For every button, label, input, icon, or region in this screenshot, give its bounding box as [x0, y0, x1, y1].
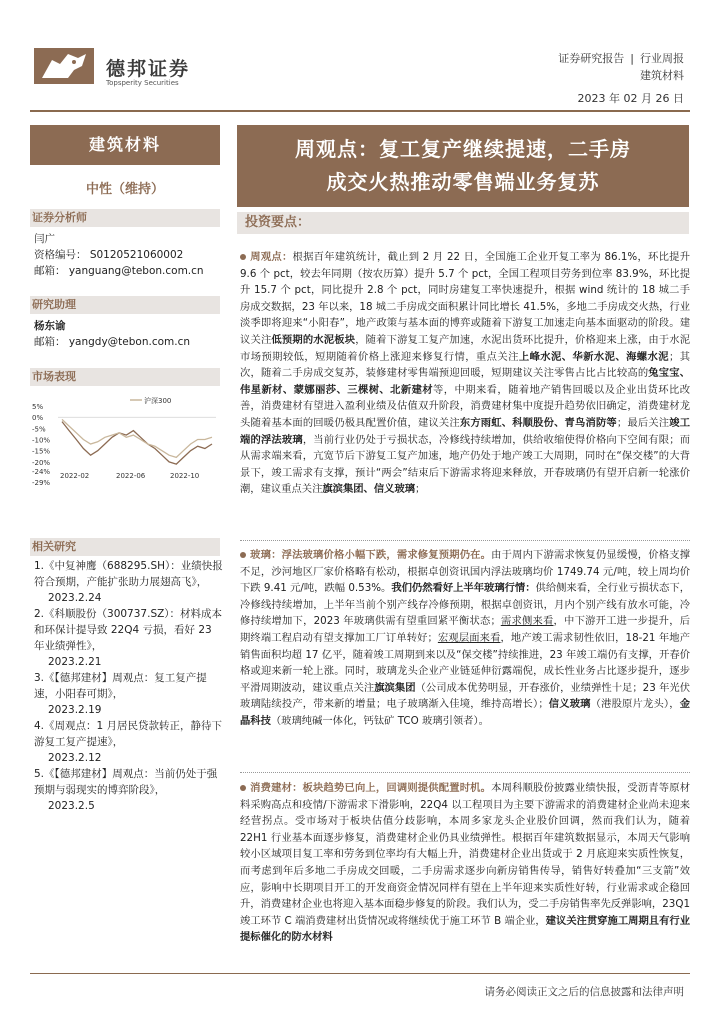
- brand-name-cn: 德邦证券: [106, 58, 191, 80]
- header-divider: [30, 110, 690, 112]
- related-section-head: 相关研究: [30, 538, 220, 556]
- brand-name-en: Topsperity Securities: [106, 79, 179, 87]
- y-tick-label: -24%: [32, 467, 51, 476]
- y-tick-label: 5%: [32, 403, 44, 411]
- related-item-title: 5.《【德邦建材】周观点：当前仍处于强预期与弱现实的博弈阶段》，: [34, 768, 218, 796]
- related-item[interactable]: [34, 670, 224, 718]
- y-tick-label: 0%: [32, 414, 44, 423]
- related-item-title: 4.《周观点：1 月居民贷款转正，静待下游复工复产提速》，: [34, 720, 223, 748]
- assistant-email: 邮箱： yangdy@tebon.com.cn: [34, 336, 191, 348]
- analyst-cert: 资格编号： S0120521060002: [34, 249, 184, 261]
- related-research-list: [34, 558, 224, 814]
- related-item-date: 2023.2.24: [48, 592, 102, 604]
- report-title: [237, 125, 689, 207]
- y-tick-label: -20%: [32, 458, 51, 467]
- market-performance-chart: [30, 394, 220, 494]
- bullet-icon: [240, 785, 246, 791]
- related-item-date: 2023.2.5: [48, 800, 95, 812]
- legend-label: 沪深300: [144, 397, 172, 405]
- title-line-1: 周观点：复工复产继续提速，二手房: [295, 137, 631, 161]
- section-divider: [240, 540, 690, 541]
- x-tick-label: 2022-10: [170, 472, 200, 480]
- report-industry: 建筑材料: [640, 69, 684, 82]
- section-divider: [240, 772, 690, 773]
- sector-label: 建筑材料: [30, 125, 220, 165]
- report-date: 2023 年 02 月 26 日: [577, 92, 684, 105]
- analyst-name: 闫广: [34, 233, 55, 245]
- x-tick-label: 2022-02: [60, 472, 90, 480]
- report-category: 行业周报: [640, 52, 684, 65]
- related-item-date: 2023.2.19: [48, 704, 102, 716]
- y-tick-label: -10%: [32, 436, 51, 445]
- assistant-name: 杨东谕: [34, 320, 66, 332]
- y-tick-label: -5%: [32, 425, 46, 434]
- glass-paragraph: 玻璃：浮法玻璃价格小幅下跌，需求修复预期仍在。由于周内下游需求恢复仍显缓慢，价格支撑不足，沙河地区厂家价格略有松动，根据卓创资讯国内浮法玻璃均价 1749.74 元/吨，较上周均价下跌 9.41 元/吨，跌幅 0.53%。我们仍然看好上半年玻璃行情：供给侧来看，全行业亏损状态下，冷修线持续增加，上半年当前个别产线存冷修预期，根据卓创资讯，月内个别产线有放水可能，冷修持续增加下，2023 年玻璃供需有望重回紧平衡状态；需求侧来看，中下游开工进一步提升，后期终端工程启动有望支撑加工厂订单转好；宏观层面来看，地产竣工需求韧性依旧，18-21 年地产销售面积均超 17 亿平，随着竣工周期到来以及“保交楼”持续推进，23 年竣工端仍有支撑，开春价格或迎来新一轮上涨。同时，玻璃龙头企业产业链延伸衍露端倪，成长性业务占比逐步提升，逐步平滑周期波动，建议重点关注旗滨集团（公司成本优势明显，开春涨价，业绩弹性十足；23 年光伏玻璃陆续投产，带来新的增量；电子玻璃渐入佳境，维持高增长）；信义玻璃（港股原片龙头），金晶科技（玻璃纯碱一体化，钙钛矿 TCO 玻璃引领者）。: [240, 549, 691, 727]
- related-item-title: 2.《科顺股份（300737.SZ）：材料成本和环保计提导致 22Q4 亏损，看好 23 年业绩弹性》，: [34, 608, 223, 652]
- title-line-2: 成交火热推动零售端业务复苏: [326, 170, 600, 194]
- related-item-title: 1.《中复神鹰（688295.SH）：业绩快报符合预期，产能扩张助力展翅高飞》，: [34, 560, 223, 588]
- rating-label: 中性（维持）: [85, 182, 164, 197]
- bullet-icon: [240, 552, 246, 558]
- analyst-email: 邮箱： yanguang@tebon.com.cn: [34, 265, 204, 277]
- related-item[interactable]: [34, 606, 224, 670]
- report-type: 证券研究报告: [558, 52, 625, 65]
- y-tick-label: -29%: [32, 479, 51, 487]
- brand-logo-icon: [34, 48, 94, 84]
- related-item[interactable]: [34, 558, 224, 606]
- bullet-icon: [240, 254, 246, 260]
- series-line-building-materials: [62, 422, 212, 465]
- related-item-date: 2023.2.21: [48, 656, 102, 668]
- report-meta: 证券研究报告 | 行业周报 建筑材料 2023 年 02 月 26 日: [558, 52, 684, 105]
- key-points-head: 投资要点：: [237, 212, 689, 234]
- related-item[interactable]: [34, 766, 224, 814]
- assistant-section-head: 研究助理: [30, 296, 220, 314]
- y-tick-label: -15%: [32, 447, 51, 456]
- weekly-view-paragraph: 周观点：根据百年建筑统计，截止到 2 月 22 日，全国施工企业开复工率为 86.1%，环比提升 9.6 个 pct，较去年同期（按农历算）提升 5.7 个 pct，全国工程项目劳务到位率 83.9%，环比提升 15.7 个 pct，同比提升 2.8 个 pct，同时房建复工率快速提升，根据 wind 统计的 18 城二手房成交数据，23 年以来，18 城二手房成交面积累计同比增长 41.5%，多地二手房成交火热，行业淡季即将迎来“小阳春”，地产政策与基本面的博弈或随着下游复工加速走向基本面驱动的阶段。建议关注低预期的水泥板块，随着下游复工复产加速，水泥出货环比提升，价格迎来上涨，由于水泥市场预期较低，短期随着价格上涨迎来修复行情，重点关注上峰水泥、华新水泥、海螺水泥；其次，随着二手房成交复苏，装修建材零售端预迎回暖，短期建议关注零售占比占比较高的兔宝宝、伟星新材、蒙娜丽莎、三棵树、北新建材等，中期来看，随着地产销售回暖以及企业出货环比改善，消费建材有望进入盈利业绩及估值双升阶段，消费建材集中度提升趋势依旧确定，消费建材龙头随着基本面的回暖仍极具配置价值，建议关注东方雨虹、科顺股份、青鸟消防等；最后关注竣工端的浮法玻璃，当前行业仍处于亏损状态，冷修线持续增加，供给收缩使得价格向下空间有限；而从需求端来看，亢宽节后下游复工复产加速，地产仍处于地产竣工大周期，同时在“保交楼”的大背景下，竣工需求有支撑，预计“两会”结束后下游需求将迎来释放，开春玻璃仍有望开启新一轮涨价潮，建议重点关注旗滨集团、信义玻璃；: [240, 251, 691, 496]
- disclaimer-footer: 请务必阅读正文之后的信息披露和法律声明: [484, 986, 684, 998]
- x-tick-label: 2022-06: [116, 472, 146, 480]
- market-section-head: 市场表现: [30, 368, 220, 386]
- footer-divider: [30, 973, 690, 974]
- related-item[interactable]: [34, 718, 224, 766]
- consumer-materials-paragraph: 消费建材：板块趋势已向上，回调则提供配置时机。本周科顺股份披露业绩快报，受沥青等原材料采购高点和疫情/下游需求下滑影响，22Q4 以工程项目为主要下游需求的消费建材企业尚未迎来经营拐点。受市场对于板块估值分歧影响，本周多家龙头企业股价回调，然而我们认为，随着 22H1 行业基本面逐步修复，消费建材企业仍具业绩弹性。根据百年建筑数据显示，本周天气影响较小区域项目复工率和劳务到位率均有大幅上升，消费建材企业出货或于 2 月底迎来实质性恢复，而考虑到年后多地二手房成交回暖，二手房需求逐步向新房销售传导，销售好转叠加“三支箭”效应，影响中长期项目开工的开发商资金情况同样有望在上半年迎来实质性好转，行业需求或企稳回升，消费建材企业也将迎入基本面稳步修复的阶段。我们认为，受二手房销售率先反弹影响，23Q1 竣工环节 C 端消费建材出货情况或将继续优于施工环节 B 端企业，建议关注贯穿施工周期且有行业提标催化的防水材料: [240, 782, 691, 944]
- analyst-section-head: 证券分析师: [30, 209, 220, 227]
- related-item-title: 3.《【德邦建材】周观点：复工复产提速，小阳春可期》，: [34, 672, 207, 700]
- related-item-date: 2023.2.12: [48, 752, 102, 764]
